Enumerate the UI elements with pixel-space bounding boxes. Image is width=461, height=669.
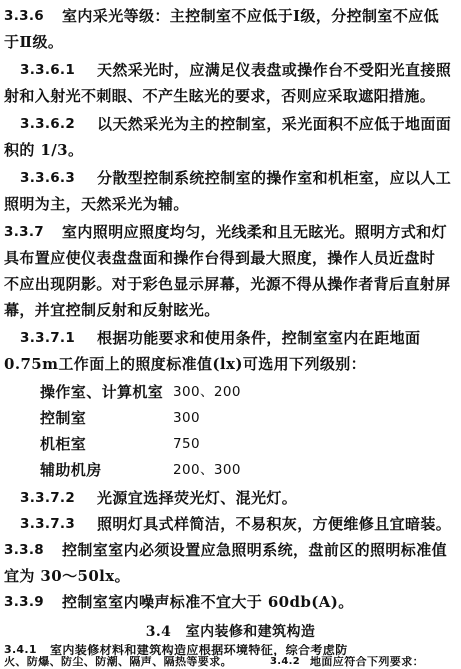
lux-value: 300 — [173, 410, 200, 426]
clause-text: 控制室室内必须设置应急照明系统，盘前区的照明标准值 — [62, 541, 448, 559]
section-heading: 3.4 室内装修和建筑构造 — [145, 624, 316, 640]
clause-text: 以天然采光为主的控制室，采光面积不应低于地面面 — [97, 115, 452, 133]
clause-3-3-6-2-line-2 — [0, 138, 461, 162]
clause-text: 地面应符合下列要求： — [310, 656, 424, 668]
clause-text: 宜为 30～50lx。 — [4, 567, 131, 585]
clause-3-3-7-line-2 — [0, 246, 461, 270]
clause-3-3-7-1-line-2 — [0, 352, 461, 376]
clause-number: 3.3.6.1 — [20, 62, 76, 78]
clause-3-3-6-3-line-2 — [0, 192, 461, 216]
clause-3-3-7-1-line-1 — [0, 326, 461, 350]
clause-3-3-7-3 — [0, 512, 461, 536]
clause-3-3-6-3-line-1 — [0, 166, 461, 190]
room-label: 控制室 — [40, 409, 87, 427]
clause-text: 于Ⅱ级。 — [4, 33, 64, 51]
clause-text: 室内装修材料和建筑构造应根据环境特征，综合考虑防 — [50, 644, 348, 656]
clause-text: 照明灯具式样简洁，不易积灰，方便维修且宜暗装。 — [97, 515, 452, 533]
clause-text: 射和入射光不刺眼、不产生眩光的要求，否则应采取遮阳措施。 — [4, 87, 436, 105]
clause-number: 3.3.6.3 — [20, 170, 76, 186]
clause-number: 3.3.7.2 — [20, 490, 76, 506]
clause-text: 室内采光等级：主控制室不应低于Ⅰ级，分控制室不应低 — [62, 7, 440, 25]
clause-text: 幕，并宜控制反射和反射眩光。 — [4, 301, 220, 319]
clause-text: 控制室室内噪声标准不宜大于 60db(A)。 — [62, 593, 354, 611]
lux-value: 300、200 — [173, 384, 241, 400]
room-label: 辅助机房 — [40, 461, 102, 479]
clause-text: 分散型控制系统控制室的操作室和机柜室，应以人工 — [97, 169, 452, 187]
room-label: 操作室、计算机室 — [40, 383, 164, 401]
clause-3-3-7-line-1 — [0, 220, 461, 244]
clause-3-3-7-line-4 — [0, 298, 461, 322]
clause-text: 不应出现阴影。对于彩色显示屏幕，光源不得从操作者背后直射屏 — [4, 275, 451, 293]
lux-table-row — [0, 380, 461, 404]
clause-3-3-7-2 — [0, 486, 461, 510]
room-label: 机柜室 — [40, 435, 87, 453]
lux-table-row — [0, 458, 461, 482]
clause-3-3-7-line-3 — [0, 272, 461, 296]
clause-3-3-8-line-1 — [0, 538, 461, 562]
clause-3-3-9 — [0, 590, 461, 614]
clause-3-3-6-line-2 — [0, 30, 461, 54]
clause-number: 3.4.2 — [270, 656, 300, 667]
clause-3-4-1-line-2 — [0, 656, 461, 668]
clause-number: 3.4.1 — [4, 644, 37, 656]
clause-text: 室内照明应照度均匀，光线柔和且无眩光。照明方式和灯 — [62, 223, 448, 241]
lux-table-row — [0, 432, 461, 456]
clause-3-3-6-line-1 — [0, 4, 461, 28]
clause-number: 3.3.7.1 — [20, 330, 76, 346]
lux-value: 200、300 — [173, 462, 241, 478]
clause-3-3-6-2-line-1 — [0, 112, 461, 136]
clause-number: 3.3.6.2 — [20, 116, 76, 132]
clause-text: 积的 1/3。 — [4, 141, 84, 159]
lux-table-row — [0, 406, 461, 430]
clause-3-4-1-line-1 — [0, 644, 461, 656]
clause-number: 3.3.9 — [4, 594, 44, 610]
clause-number: 3.3.6 — [4, 8, 44, 24]
clause-number: 3.3.7.3 — [20, 516, 76, 532]
clause-number: 3.3.8 — [4, 542, 44, 558]
clause-text: 根据功能要求和使用条件，控制室室内在距地面 — [97, 329, 421, 347]
lux-value: 750 — [173, 436, 200, 452]
clause-text: 照明为主，天然采光为辅。 — [4, 195, 189, 213]
clause-text: 火、防爆、防尘、防潮、隔声、隔热等要求。 — [4, 656, 232, 668]
clause-3-3-6-1-line-2 — [0, 84, 461, 108]
clause-3-3-8-line-2 — [0, 564, 461, 588]
clause-text: 天然采光时，应满足仪表盘或操作台不受阳光直接照 — [97, 61, 452, 79]
clause-text: 光源宜选择荧光灯、混光灯。 — [97, 489, 298, 507]
clause-text: 0.75m工作面上的照度标准值(lx)可选用下列级别： — [4, 355, 367, 373]
clause-number: 3.3.7 — [4, 224, 44, 240]
clause-text: 具布置应使仪表盘盘面和操作台得到最大照度，操作人员近盘时 — [4, 249, 436, 267]
clause-3-3-6-1-line-1 — [0, 58, 461, 82]
